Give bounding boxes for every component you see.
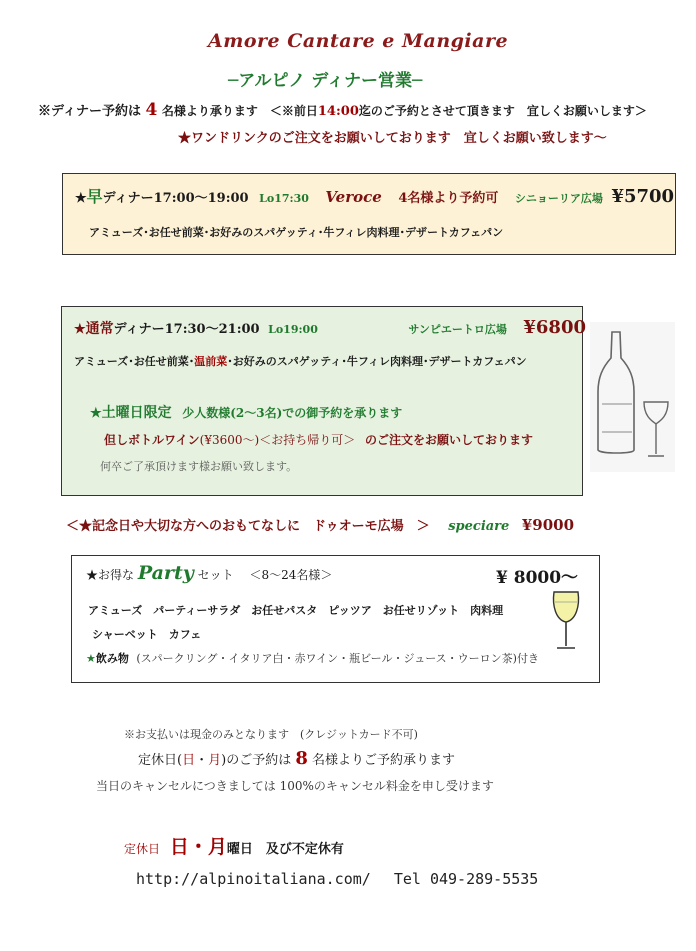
holiday-min-people: 8 — [295, 748, 308, 769]
page-title: Amore Cantare e Mangiare — [208, 30, 509, 52]
holiday-c: 名様よりご予約承ります — [312, 753, 456, 768]
regular-menu-a: アミューズ･お任せ前菜･ — [74, 355, 195, 368]
website-link[interactable]: http://alpinoitaliana.com/ — [136, 870, 371, 888]
drinks-text: (スパークリング・イタリア白・赤ワイン・瓶ビール・ジュース・ウーロン茶)付き — [136, 652, 539, 665]
regular-price: ¥6800 — [523, 317, 586, 338]
party-people: ＜8～24名様＞ — [249, 568, 333, 582]
holiday-mon: 月 — [208, 753, 222, 768]
regular-course-header — [74, 317, 586, 338]
cancel-note: 当日のキャンセルにつきましては 100%のキャンセル料金を申し受けます — [96, 779, 494, 793]
regular-venue: サンピエートロ広場 — [408, 323, 507, 336]
party-drinks — [86, 650, 539, 666]
party-menu-2: シャーベット カフェ — [92, 628, 202, 641]
saturday-text: 少人数様(2～3名)での御予約を承ります — [182, 406, 403, 420]
drinks-label: 飲み物 — [95, 652, 129, 665]
regular-menu-b: ･お好みのスパゲッティ･牛フィレ肉料理･デザートカフェパン — [227, 355, 527, 368]
holiday-sun: 日 — [182, 753, 196, 768]
holiday-reservation-note — [138, 748, 455, 769]
payment-note: ※お支払いは現金のみとなります (クレジットカード不可) — [124, 728, 418, 741]
star-icon: ★ — [86, 652, 96, 665]
regular-menu-hot: 温前菜 — [194, 355, 228, 368]
star-icon: ★ — [90, 406, 102, 421]
early-course-header — [75, 184, 674, 207]
bottle-c: のご注文をお願いしております — [365, 433, 534, 447]
reservation-notice — [38, 100, 647, 120]
closed-label: 定休日 — [124, 842, 161, 856]
early-venue: シニョーリア広場 — [514, 192, 603, 205]
closed-days-value: 日・月 — [169, 836, 227, 858]
party-price: ¥ 8000～ — [496, 568, 579, 588]
holiday-a: 定休日( — [138, 753, 183, 768]
one-drink-notice: ★ワンドリンクのご注文をお願いしております 宜しくお願い致します～ — [178, 131, 607, 146]
wine-glass-icon — [550, 588, 582, 652]
early-price: ¥5700 — [611, 186, 675, 207]
notice-min-people: 4 — [145, 100, 158, 120]
early-menu: アミューズ･お任せ前菜･お好みのスパゲッティ･牛フィレ肉料理･デザートカフェパン — [89, 226, 504, 239]
notice-deadline: 14:00 — [317, 104, 359, 119]
party-menu-1: アミューズ パーティーサラダ お任せパスタ ピッツア お任せリゾット 肉料理 — [88, 604, 504, 617]
party-set-box — [71, 555, 600, 683]
saturday-line — [90, 402, 402, 422]
notice-suffix: 迄のご予約とさせて頂きます 宜しくお願いします＞ — [358, 104, 647, 118]
party-prefix: ★お得な — [86, 568, 135, 582]
special-course-name: speciare — [448, 519, 510, 534]
wine-bottle-icon — [590, 322, 675, 472]
regular-menu — [74, 353, 527, 369]
party-header — [86, 562, 332, 584]
early-course-name: Veroce — [325, 188, 382, 206]
special-line — [66, 515, 574, 534]
early-last-order: Lo17:30 — [259, 192, 309, 205]
thanks-line: 何卒ご了承頂けます様お願い致します。 — [100, 460, 298, 473]
closed-days — [124, 832, 344, 859]
bottle-b: (¥3600～)＜お持ち帰り可＞ — [199, 433, 356, 447]
regular-label: 通常 — [85, 321, 114, 337]
early-min-people: 4名様より予約可 — [398, 191, 499, 206]
regular-last-order: Lo19:00 — [268, 323, 318, 336]
saturday-label: 土曜日限定 — [101, 405, 172, 421]
special-text: ＜★記念日や大切な方へのおもてなしに ドゥオーモ広場 ＞ — [66, 519, 430, 534]
party-suffix: セット — [197, 568, 234, 582]
holiday-b: )のご予約は — [221, 753, 292, 768]
contact-line — [136, 870, 538, 888]
bottle-line — [104, 431, 533, 448]
star-icon: ★ — [75, 191, 87, 206]
regular-hours: ディナー17:30～21:00 — [113, 322, 260, 337]
bottle-a: 但しボトルワイン — [104, 433, 200, 447]
phone-number: Tel 049-289-5535 — [393, 870, 539, 888]
early-course-box — [62, 173, 676, 255]
page-subtitle: ─アルピノ ディナー営業─ — [228, 71, 423, 91]
notice-mid: 名様より承ります ＜※前日 — [161, 104, 318, 118]
notice-prefix: ※ディナー予約は — [38, 104, 141, 119]
party-name: Party — [137, 562, 194, 584]
early-hours: ディナー17:00～19:00 — [102, 191, 249, 206]
star-icon: ★ — [74, 322, 86, 337]
early-label: 早 — [86, 187, 103, 206]
holiday-dot: ・ — [195, 753, 209, 768]
special-price: ¥9000 — [521, 516, 575, 534]
regular-course-box — [61, 306, 586, 496]
closed-suffix: 曜日 及び不定休有 — [226, 842, 344, 857]
